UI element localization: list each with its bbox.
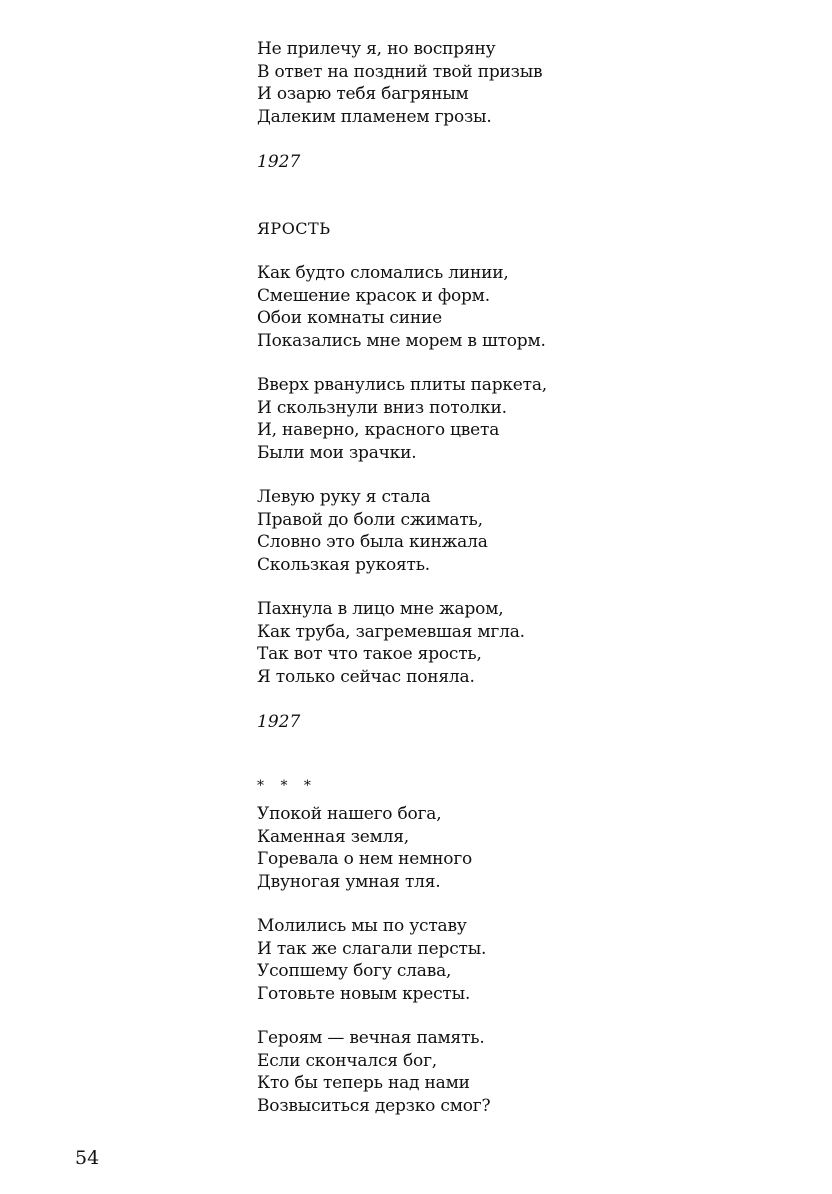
poem2-stanza-1 (257, 262, 677, 352)
poem-line: И озарю тебя багряным (257, 84, 469, 104)
poem-line: Если скончался бог, (257, 1050, 437, 1071)
poem3-asterisks-title: * * * (257, 778, 317, 794)
poem-line: Пахнула в лицо мне жаром, (257, 599, 504, 619)
poem-line: Готовьте новым кресты. (257, 983, 471, 1004)
poem-line: Каменная земля, (257, 826, 409, 847)
poem2-title: ЯРОСТЬ (257, 219, 331, 238)
poem-line: Смешение красок и форм. (257, 285, 490, 306)
poem-line: Скользкая рукоять. (257, 554, 431, 575)
poem-line: Возвыситься дерзко смог? (257, 1095, 491, 1116)
poem-line: В ответ на поздний твой призыв (257, 61, 543, 82)
poem1-stanza-1 (257, 38, 677, 128)
poem-line: Я только сейчас поняла. (257, 666, 475, 687)
poem-line: Вверх рванулись плиты паркета, (257, 375, 548, 395)
poem-line: Упокой нашего бога, (257, 804, 442, 824)
poem3-stanza-3 (257, 1027, 677, 1117)
poem-line: Левую руку я стала (257, 487, 431, 507)
poem1-year: 1927 (257, 152, 301, 172)
poem-line: Усопшему богу слава, (257, 961, 452, 981)
poem-line: Как будто сломались линии, (257, 263, 509, 283)
poem-line: Так вот что такое ярость, (257, 644, 482, 664)
poem-line: Обои комнаты синие (257, 308, 443, 328)
poem-line: Были мои зрачки. (257, 442, 417, 463)
poem-line: Как труба, загремевшая мгла. (257, 621, 525, 642)
poem-line: Правой до боли сжимать, (257, 509, 483, 530)
poem3-stanza-2 (257, 915, 677, 1005)
poem-line: Двуногая умная тля. (257, 871, 441, 892)
poem-line: Словно это была кинжала (257, 532, 488, 552)
poem2-year: 1927 (257, 712, 301, 732)
poem-line: Показались мне морем в шторм. (257, 330, 546, 351)
poem-line: Кто бы теперь над нами (257, 1073, 470, 1093)
poem2-stanza-3 (257, 486, 677, 576)
poem-line: Не прилечу я, но воспряну (257, 39, 496, 59)
poem-line: Далеким пламенем грозы. (257, 106, 492, 127)
poem-line: И скользнули вниз потолки. (257, 397, 507, 418)
poem-line: И так же слагали персты. (257, 938, 487, 959)
poem-line: Героям — вечная память. (257, 1028, 485, 1048)
page-number: 54 (75, 1147, 100, 1169)
poem-line: Молились мы по уставу (257, 916, 467, 936)
poem3-stanza-1 (257, 803, 677, 893)
poem2-stanza-2 (257, 374, 677, 464)
poem2-stanza-4 (257, 598, 677, 688)
poem-line: И, наверно, красного цвета (257, 420, 500, 440)
poem-line: Горевала о нем немного (257, 849, 473, 869)
text-column (257, 38, 677, 1117)
